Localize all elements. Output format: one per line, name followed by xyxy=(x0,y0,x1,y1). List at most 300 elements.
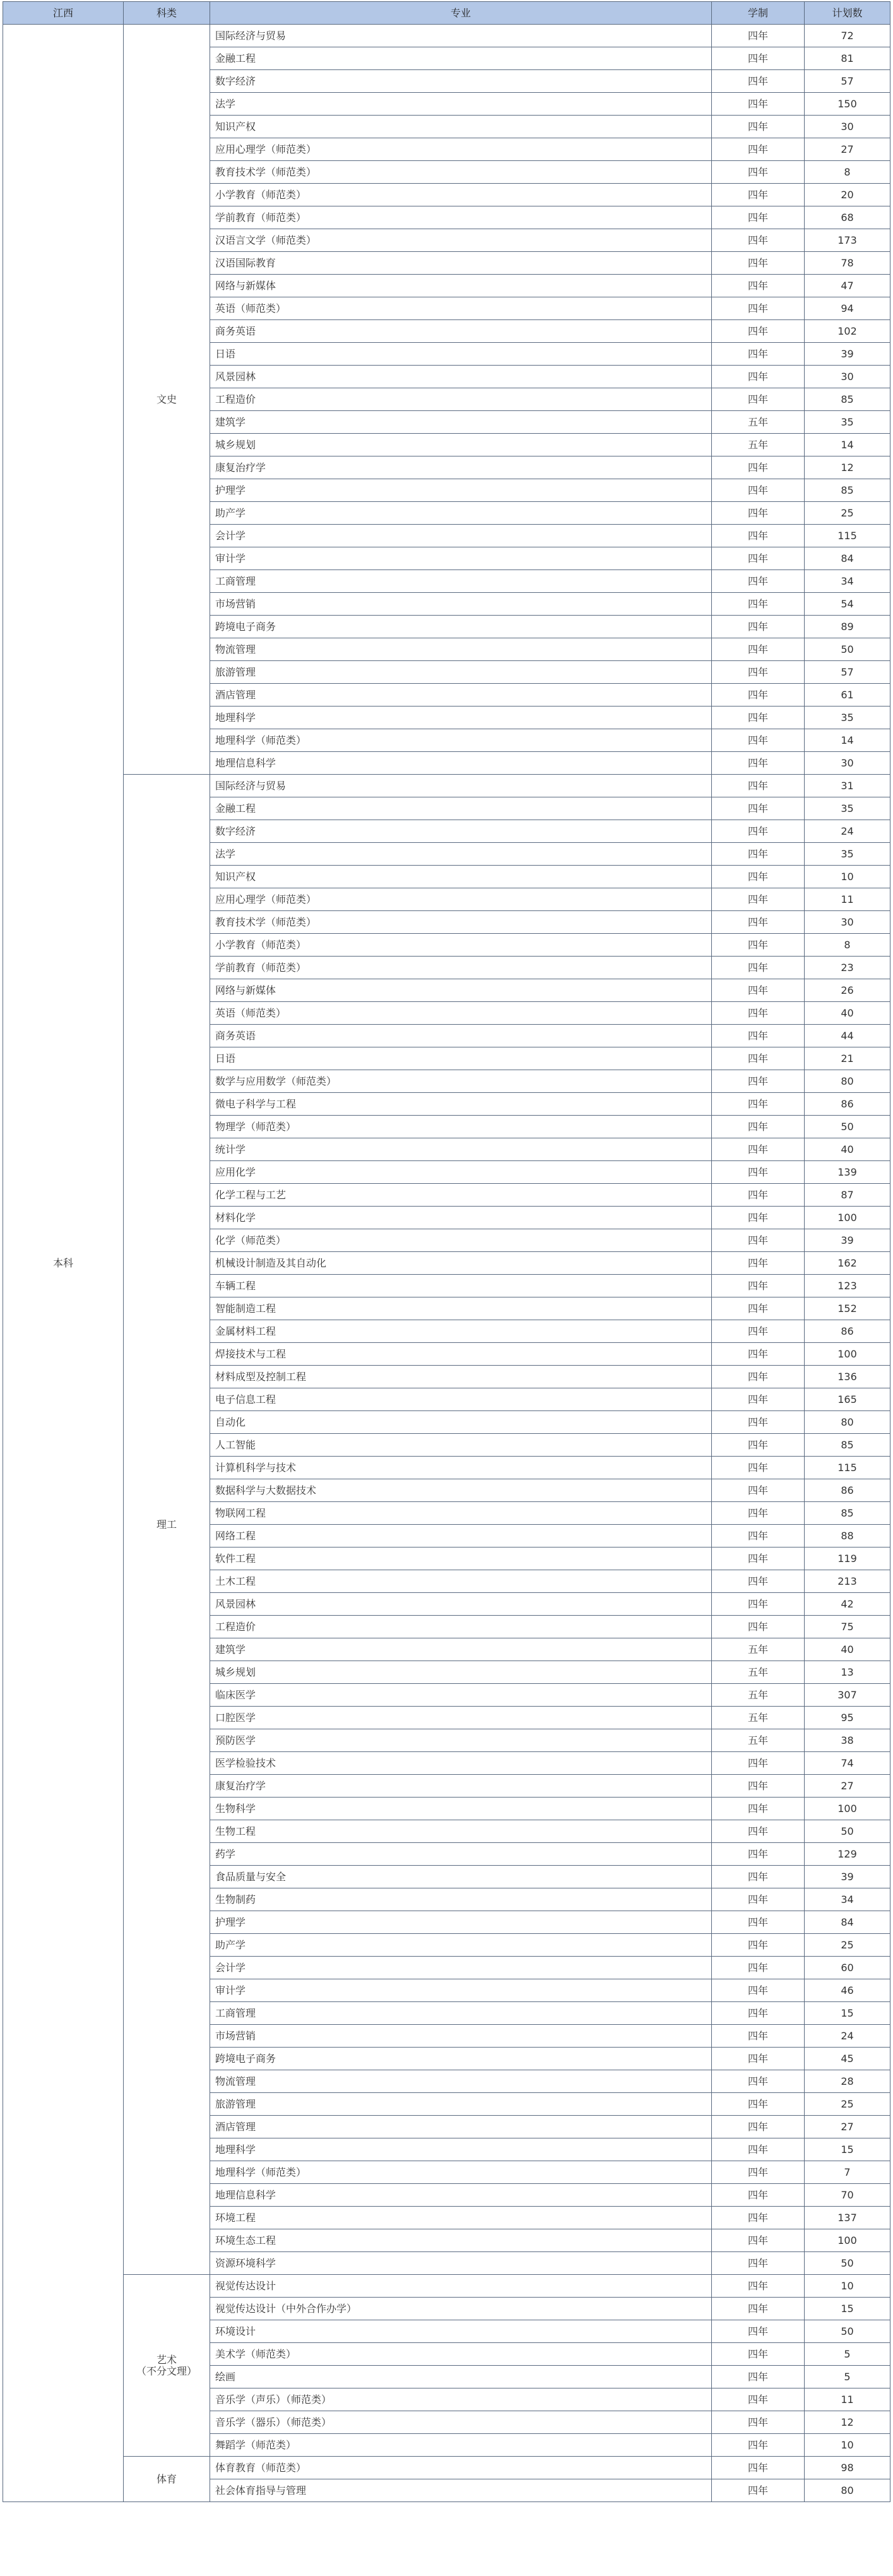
duration-cell: 四年 xyxy=(712,843,805,866)
plan-count-cell: 129 xyxy=(805,1843,890,1866)
plan-count-cell: 80 xyxy=(805,2479,890,2502)
plan-count-cell: 35 xyxy=(805,411,890,434)
major-cell: 物联网工程 xyxy=(210,1502,712,1525)
plan-count-cell: 139 xyxy=(805,1161,890,1184)
major-cell: 绘画 xyxy=(210,2366,712,2388)
duration-cell: 四年 xyxy=(712,1752,805,1775)
plan-count-cell: 115 xyxy=(805,1457,890,1479)
duration-cell: 四年 xyxy=(712,2138,805,2161)
plan-count-cell: 50 xyxy=(805,1820,890,1843)
major-cell: 工程造价 xyxy=(210,1616,712,1638)
major-cell: 机械设计制造及其自动化 xyxy=(210,1252,712,1275)
plan-count-cell: 40 xyxy=(805,1002,890,1025)
level-cell: 本科 xyxy=(3,25,124,2502)
major-cell: 市场营销 xyxy=(210,2025,712,2048)
duration-cell: 四年 xyxy=(712,1843,805,1866)
plan-count-cell: 50 xyxy=(805,2252,890,2275)
major-cell: 数学与应用数学（师范类） xyxy=(210,1070,712,1093)
plan-count-cell: 150 xyxy=(805,93,890,116)
plan-count-cell: 50 xyxy=(805,638,890,661)
duration-cell: 四年 xyxy=(712,2366,805,2388)
duration-cell: 四年 xyxy=(712,2411,805,2434)
duration-cell: 四年 xyxy=(712,1002,805,1025)
plan-count-cell: 12 xyxy=(805,2411,890,2434)
major-cell: 知识产权 xyxy=(210,116,712,138)
plan-count-cell: 28 xyxy=(805,2070,890,2093)
duration-cell: 四年 xyxy=(712,1775,805,1798)
major-cell: 视觉传达设计 xyxy=(210,2275,712,2298)
duration-cell: 四年 xyxy=(712,593,805,616)
major-cell: 统计学 xyxy=(210,1138,712,1161)
major-cell: 法学 xyxy=(210,93,712,116)
duration-cell: 五年 xyxy=(712,1707,805,1729)
duration-cell: 四年 xyxy=(712,1138,805,1161)
duration-cell: 四年 xyxy=(712,1502,805,1525)
plan-count-cell: 100 xyxy=(805,2229,890,2252)
plan-count-cell: 102 xyxy=(805,320,890,343)
duration-cell: 四年 xyxy=(712,820,805,843)
duration-cell: 四年 xyxy=(712,2048,805,2070)
major-cell: 地理科学 xyxy=(210,2138,712,2161)
major-cell: 应用心理学（师范类） xyxy=(210,888,712,911)
duration-cell: 四年 xyxy=(712,2116,805,2138)
table-row xyxy=(3,2275,890,2298)
duration-cell: 四年 xyxy=(712,1979,805,2002)
plan-count-cell: 89 xyxy=(805,616,890,638)
major-cell: 视觉传达设计（中外合作办学） xyxy=(210,2298,712,2320)
duration-cell: 四年 xyxy=(712,1297,805,1320)
plan-count-cell: 5 xyxy=(805,2366,890,2388)
major-cell: 风景园林 xyxy=(210,366,712,388)
duration-cell: 四年 xyxy=(712,1116,805,1138)
plan-count-cell: 44 xyxy=(805,1025,890,1047)
enrollment-plan-table-container xyxy=(3,1,890,2502)
major-cell: 网络与新媒体 xyxy=(210,979,712,1002)
major-cell: 城乡规划 xyxy=(210,1661,712,1684)
major-cell: 市场营销 xyxy=(210,593,712,616)
plan-count-cell: 34 xyxy=(805,1888,890,1911)
major-cell: 音乐学（器乐）（师范类） xyxy=(210,2411,712,2434)
duration-cell: 四年 xyxy=(712,684,805,707)
major-cell: 汉语言文学（师范类） xyxy=(210,229,712,252)
duration-cell: 四年 xyxy=(712,1888,805,1911)
plan-count-cell: 21 xyxy=(805,1047,890,1070)
plan-count-cell: 7 xyxy=(805,2161,890,2184)
plan-count-cell: 40 xyxy=(805,1138,890,1161)
plan-count-cell: 72 xyxy=(805,25,890,47)
major-cell: 智能制造工程 xyxy=(210,1297,712,1320)
plan-count-cell: 24 xyxy=(805,820,890,843)
duration-cell: 四年 xyxy=(712,752,805,775)
major-cell: 生物科学 xyxy=(210,1798,712,1820)
plan-count-cell: 15 xyxy=(805,2138,890,2161)
major-cell: 材料化学 xyxy=(210,1207,712,1229)
plan-count-cell: 13 xyxy=(805,1661,890,1684)
plan-count-cell: 10 xyxy=(805,866,890,888)
major-cell: 地理科学（师范类） xyxy=(210,2161,712,2184)
major-cell: 教育技术学（师范类） xyxy=(210,911,712,934)
plan-count-cell: 68 xyxy=(805,206,890,229)
plan-count-cell: 137 xyxy=(805,2207,890,2229)
major-cell: 工商管理 xyxy=(210,570,712,593)
major-cell: 地理信息科学 xyxy=(210,752,712,775)
plan-count-cell: 8 xyxy=(805,934,890,957)
plan-count-cell: 39 xyxy=(805,1229,890,1252)
duration-cell: 四年 xyxy=(712,1229,805,1252)
duration-cell: 四年 xyxy=(712,2161,805,2184)
duration-cell: 四年 xyxy=(712,1093,805,1116)
duration-cell: 四年 xyxy=(712,1570,805,1593)
major-cell: 审计学 xyxy=(210,1979,712,2002)
plan-count-cell: 15 xyxy=(805,2002,890,2025)
plan-count-cell: 100 xyxy=(805,1798,890,1820)
duration-cell: 五年 xyxy=(712,1638,805,1661)
duration-cell: 四年 xyxy=(712,1252,805,1275)
duration-cell: 四年 xyxy=(712,2070,805,2093)
duration-cell: 五年 xyxy=(712,411,805,434)
duration-cell: 四年 xyxy=(712,888,805,911)
duration-cell: 四年 xyxy=(712,934,805,957)
duration-cell: 四年 xyxy=(712,2457,805,2479)
duration-cell: 四年 xyxy=(712,661,805,684)
major-cell: 医学检验技术 xyxy=(210,1752,712,1775)
plan-count-cell: 50 xyxy=(805,1116,890,1138)
major-cell: 自动化 xyxy=(210,1411,712,1434)
major-cell: 口腔医学 xyxy=(210,1707,712,1729)
duration-cell: 四年 xyxy=(712,1343,805,1366)
plan-count-cell: 35 xyxy=(805,707,890,729)
plan-count-cell: 15 xyxy=(805,2298,890,2320)
major-cell: 化学（师范类） xyxy=(210,1229,712,1252)
plan-count-cell: 100 xyxy=(805,1207,890,1229)
duration-cell: 五年 xyxy=(712,1661,805,1684)
duration-cell: 五年 xyxy=(712,1684,805,1707)
major-cell: 小学教育（师范类） xyxy=(210,184,712,206)
table-row xyxy=(3,2457,890,2479)
duration-cell: 四年 xyxy=(712,2320,805,2343)
duration-cell: 四年 xyxy=(712,547,805,570)
duration-cell: 四年 xyxy=(712,502,805,525)
plan-count-cell: 165 xyxy=(805,1388,890,1411)
header-region: 江西 xyxy=(3,2,124,25)
major-cell: 应用心理学（师范类） xyxy=(210,138,712,161)
plan-count-cell: 12 xyxy=(805,456,890,479)
plan-count-cell: 47 xyxy=(805,275,890,297)
major-cell: 微电子科学与工程 xyxy=(210,1093,712,1116)
category-cell: 艺术 （不分文理） xyxy=(124,2275,210,2457)
major-cell: 网络与新媒体 xyxy=(210,275,712,297)
plan-count-cell: 45 xyxy=(805,2048,890,2070)
major-cell: 跨境电子商务 xyxy=(210,2048,712,2070)
duration-cell: 四年 xyxy=(712,343,805,366)
major-cell: 跨境电子商务 xyxy=(210,616,712,638)
plan-count-cell: 162 xyxy=(805,1252,890,1275)
plan-count-cell: 100 xyxy=(805,1343,890,1366)
table-body xyxy=(3,25,890,2502)
major-cell: 人工智能 xyxy=(210,1434,712,1457)
major-cell: 音乐学（声乐）（师范类） xyxy=(210,2388,712,2411)
major-cell: 日语 xyxy=(210,343,712,366)
duration-cell: 四年 xyxy=(712,297,805,320)
plan-count-cell: 57 xyxy=(805,661,890,684)
major-cell: 康复治疗学 xyxy=(210,1775,712,1798)
major-cell: 日语 xyxy=(210,1047,712,1070)
major-cell: 酒店管理 xyxy=(210,684,712,707)
duration-cell: 四年 xyxy=(712,1320,805,1343)
plan-count-cell: 95 xyxy=(805,1707,890,1729)
major-cell: 风景园林 xyxy=(210,1593,712,1616)
major-cell: 计算机科学与技术 xyxy=(210,1457,712,1479)
duration-cell: 四年 xyxy=(712,797,805,820)
duration-cell: 五年 xyxy=(712,1729,805,1752)
major-cell: 知识产权 xyxy=(210,866,712,888)
major-cell: 旅游管理 xyxy=(210,2093,712,2116)
major-cell: 数字经济 xyxy=(210,70,712,93)
plan-count-cell: 85 xyxy=(805,1434,890,1457)
duration-cell: 四年 xyxy=(712,866,805,888)
duration-cell: 四年 xyxy=(712,1957,805,1979)
duration-cell: 四年 xyxy=(712,1616,805,1638)
table-row xyxy=(3,775,890,797)
plan-count-cell: 85 xyxy=(805,1502,890,1525)
major-cell: 软件工程 xyxy=(210,1547,712,1570)
duration-cell: 四年 xyxy=(712,1070,805,1093)
major-cell: 学前教育（师范类） xyxy=(210,206,712,229)
duration-cell: 四年 xyxy=(712,1457,805,1479)
duration-cell: 四年 xyxy=(712,93,805,116)
plan-count-cell: 80 xyxy=(805,1070,890,1093)
major-cell: 预防医学 xyxy=(210,1729,712,1752)
plan-count-cell: 98 xyxy=(805,2457,890,2479)
major-cell: 金属材料工程 xyxy=(210,1320,712,1343)
plan-count-cell: 136 xyxy=(805,1366,890,1388)
plan-count-cell: 24 xyxy=(805,2025,890,2048)
duration-cell: 四年 xyxy=(712,1593,805,1616)
major-cell: 酒店管理 xyxy=(210,2116,712,2138)
major-cell: 会计学 xyxy=(210,1957,712,1979)
plan-count-cell: 85 xyxy=(805,388,890,411)
major-cell: 生物工程 xyxy=(210,1820,712,1843)
plan-count-cell: 30 xyxy=(805,366,890,388)
duration-cell: 四年 xyxy=(712,47,805,70)
duration-cell: 四年 xyxy=(712,1479,805,1502)
plan-count-cell: 25 xyxy=(805,1934,890,1957)
plan-count-cell: 39 xyxy=(805,1866,890,1888)
duration-cell: 四年 xyxy=(712,1025,805,1047)
duration-cell: 四年 xyxy=(712,116,805,138)
duration-cell: 四年 xyxy=(712,570,805,593)
category-cell: 理工 xyxy=(124,775,210,2275)
major-cell: 建筑学 xyxy=(210,411,712,434)
plan-count-cell: 86 xyxy=(805,1479,890,1502)
duration-cell: 四年 xyxy=(712,1388,805,1411)
plan-count-cell: 84 xyxy=(805,1911,890,1934)
duration-cell: 五年 xyxy=(712,434,805,456)
plan-count-cell: 27 xyxy=(805,1775,890,1798)
duration-cell: 四年 xyxy=(712,1820,805,1843)
duration-cell: 四年 xyxy=(712,1911,805,1934)
duration-cell: 四年 xyxy=(712,138,805,161)
major-cell: 环境工程 xyxy=(210,2207,712,2229)
major-cell: 护理学 xyxy=(210,479,712,502)
plan-count-cell: 20 xyxy=(805,184,890,206)
plan-count-cell: 75 xyxy=(805,1616,890,1638)
plan-count-cell: 26 xyxy=(805,979,890,1002)
plan-count-cell: 31 xyxy=(805,775,890,797)
major-cell: 应用化学 xyxy=(210,1161,712,1184)
category-cell: 文史 xyxy=(124,25,210,775)
plan-count-cell: 11 xyxy=(805,888,890,911)
duration-cell: 四年 xyxy=(712,2002,805,2025)
plan-count-cell: 30 xyxy=(805,911,890,934)
major-cell: 教育技术学（师范类） xyxy=(210,161,712,184)
plan-count-cell: 94 xyxy=(805,297,890,320)
plan-count-cell: 87 xyxy=(805,1184,890,1207)
duration-cell: 四年 xyxy=(712,2275,805,2298)
major-cell: 体育教育（师范类） xyxy=(210,2457,712,2479)
plan-count-cell: 8 xyxy=(805,161,890,184)
plan-count-cell: 74 xyxy=(805,1752,890,1775)
duration-cell: 四年 xyxy=(712,161,805,184)
duration-cell: 四年 xyxy=(712,2025,805,2048)
plan-count-cell: 14 xyxy=(805,434,890,456)
major-cell: 环境设计 xyxy=(210,2320,712,2343)
duration-cell: 四年 xyxy=(712,206,805,229)
duration-cell: 四年 xyxy=(712,729,805,752)
major-cell: 舞蹈学（师范类） xyxy=(210,2434,712,2457)
plan-count-cell: 80 xyxy=(805,1411,890,1434)
duration-cell: 四年 xyxy=(712,707,805,729)
plan-count-cell: 25 xyxy=(805,502,890,525)
duration-cell: 四年 xyxy=(712,2298,805,2320)
plan-count-cell: 86 xyxy=(805,1320,890,1343)
major-cell: 资源环境科学 xyxy=(210,2252,712,2275)
major-cell: 地理科学 xyxy=(210,707,712,729)
duration-cell: 四年 xyxy=(712,1207,805,1229)
duration-cell: 四年 xyxy=(712,525,805,547)
major-cell: 国际经济与贸易 xyxy=(210,775,712,797)
plan-count-cell: 11 xyxy=(805,2388,890,2411)
major-cell: 数据科学与大数据技术 xyxy=(210,1479,712,1502)
plan-count-cell: 14 xyxy=(805,729,890,752)
plan-count-cell: 86 xyxy=(805,1093,890,1116)
table-header-row xyxy=(3,2,890,25)
major-cell: 建筑学 xyxy=(210,1638,712,1661)
major-cell: 化学工程与工艺 xyxy=(210,1184,712,1207)
duration-cell: 四年 xyxy=(712,2479,805,2502)
duration-cell: 四年 xyxy=(712,638,805,661)
duration-cell: 四年 xyxy=(712,1434,805,1457)
major-cell: 商务英语 xyxy=(210,1025,712,1047)
plan-count-cell: 123 xyxy=(805,1275,890,1297)
major-cell: 金融工程 xyxy=(210,797,712,820)
plan-count-cell: 5 xyxy=(805,2343,890,2366)
plan-count-cell: 35 xyxy=(805,797,890,820)
plan-count-cell: 50 xyxy=(805,2320,890,2343)
major-cell: 英语（师范类） xyxy=(210,1002,712,1025)
category-cell: 体育 xyxy=(124,2457,210,2502)
duration-cell: 四年 xyxy=(712,275,805,297)
major-cell: 网络工程 xyxy=(210,1525,712,1547)
major-cell: 环境生态工程 xyxy=(210,2229,712,2252)
duration-cell: 四年 xyxy=(712,979,805,1002)
major-cell: 地理科学（师范类） xyxy=(210,729,712,752)
plan-count-cell: 88 xyxy=(805,1525,890,1547)
major-cell: 法学 xyxy=(210,843,712,866)
duration-cell: 四年 xyxy=(712,2093,805,2116)
duration-cell: 四年 xyxy=(712,1161,805,1184)
plan-count-cell: 119 xyxy=(805,1547,890,1570)
duration-cell: 四年 xyxy=(712,388,805,411)
plan-count-cell: 61 xyxy=(805,684,890,707)
major-cell: 物流管理 xyxy=(210,638,712,661)
duration-cell: 四年 xyxy=(712,1525,805,1547)
plan-count-cell: 10 xyxy=(805,2275,890,2298)
duration-cell: 四年 xyxy=(712,70,805,93)
major-cell: 康复治疗学 xyxy=(210,456,712,479)
plan-count-cell: 38 xyxy=(805,1729,890,1752)
plan-count-cell: 30 xyxy=(805,752,890,775)
duration-cell: 四年 xyxy=(712,320,805,343)
plan-count-cell: 60 xyxy=(805,1957,890,1979)
duration-cell: 四年 xyxy=(712,616,805,638)
plan-count-cell: 173 xyxy=(805,229,890,252)
major-cell: 助产学 xyxy=(210,502,712,525)
plan-count-cell: 39 xyxy=(805,343,890,366)
plan-count-cell: 46 xyxy=(805,1979,890,2002)
duration-cell: 四年 xyxy=(712,456,805,479)
plan-count-cell: 70 xyxy=(805,2184,890,2207)
duration-cell: 四年 xyxy=(712,252,805,275)
plan-count-cell: 30 xyxy=(805,116,890,138)
table-row xyxy=(3,25,890,47)
major-cell: 焊接技术与工程 xyxy=(210,1343,712,1366)
major-cell: 英语（师范类） xyxy=(210,297,712,320)
major-cell: 生物制药 xyxy=(210,1888,712,1911)
major-cell: 物理学（师范类） xyxy=(210,1116,712,1138)
duration-cell: 四年 xyxy=(712,957,805,979)
duration-cell: 四年 xyxy=(712,1547,805,1570)
plan-count-cell: 54 xyxy=(805,593,890,616)
header-duration: 学制 xyxy=(712,2,805,25)
major-cell: 商务英语 xyxy=(210,320,712,343)
plan-count-cell: 78 xyxy=(805,252,890,275)
duration-cell: 四年 xyxy=(712,2434,805,2457)
plan-count-cell: 34 xyxy=(805,570,890,593)
duration-cell: 四年 xyxy=(712,2184,805,2207)
plan-count-cell: 25 xyxy=(805,2093,890,2116)
major-cell: 药学 xyxy=(210,1843,712,1866)
duration-cell: 四年 xyxy=(712,479,805,502)
major-cell: 金融工程 xyxy=(210,47,712,70)
duration-cell: 四年 xyxy=(712,1275,805,1297)
header-major: 专业 xyxy=(210,2,712,25)
header-plan: 计划数 xyxy=(805,2,890,25)
major-cell: 社会体育指导与管理 xyxy=(210,2479,712,2502)
major-cell: 汉语国际教育 xyxy=(210,252,712,275)
duration-cell: 四年 xyxy=(712,1047,805,1070)
major-cell: 临床医学 xyxy=(210,1684,712,1707)
major-cell: 美术学（师范类） xyxy=(210,2343,712,2366)
major-cell: 工商管理 xyxy=(210,2002,712,2025)
duration-cell: 四年 xyxy=(712,25,805,47)
duration-cell: 四年 xyxy=(712,2343,805,2366)
plan-count-cell: 27 xyxy=(805,2116,890,2138)
header-category: 科类 xyxy=(124,2,210,25)
major-cell: 国际经济与贸易 xyxy=(210,25,712,47)
major-cell: 护理学 xyxy=(210,1911,712,1934)
plan-count-cell: 213 xyxy=(805,1570,890,1593)
